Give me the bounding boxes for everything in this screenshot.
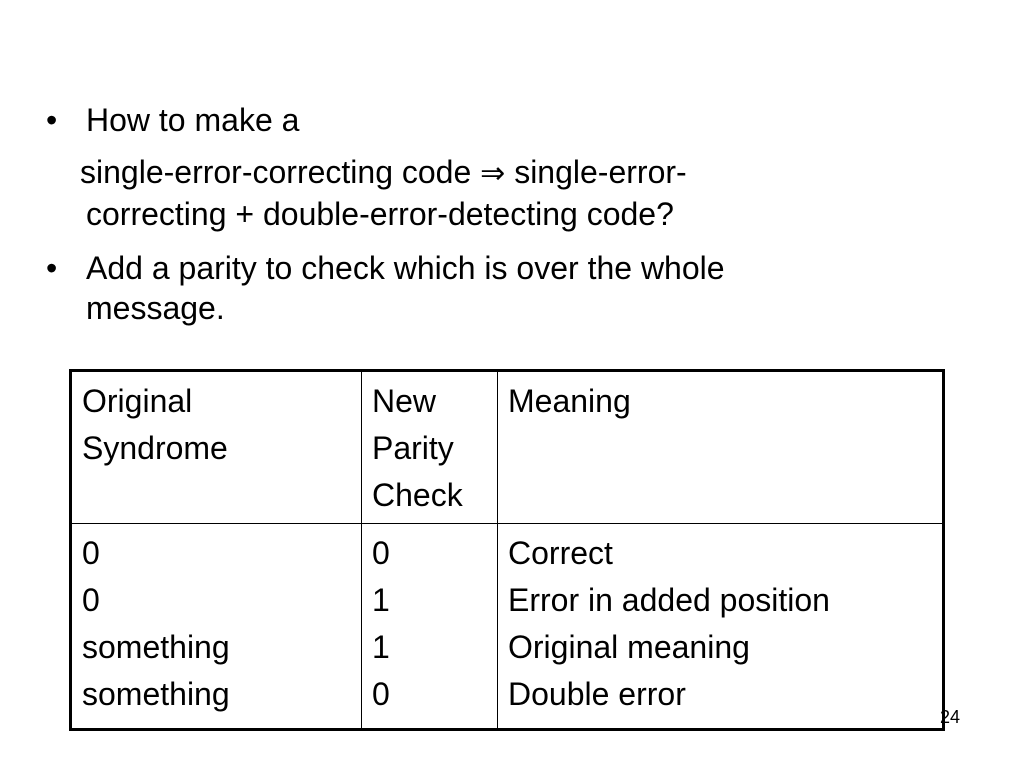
cell-value: 1: [372, 629, 390, 665]
meaning-cell: [498, 524, 944, 730]
header-meaning: [498, 371, 944, 524]
cell-value: something: [82, 676, 230, 712]
header-new-parity-check: [362, 371, 498, 524]
bullet-continuation-line: [86, 194, 886, 234]
header-original-syndrome: [71, 371, 362, 524]
cell-value: Double error: [508, 676, 686, 712]
header-line: Check: [372, 477, 463, 513]
continuation-text: correcting + double-error-detecting code?: [86, 196, 674, 232]
header-line: Syndrome: [82, 430, 228, 466]
bullet-line: Add a parity to check which is over the whole: [86, 250, 725, 286]
cell-value: Error in added position: [508, 582, 830, 618]
table-header-row: [71, 371, 944, 524]
syndrome-table: [69, 369, 945, 731]
cell-value: 1: [372, 582, 390, 618]
cell-value: 0: [372, 535, 390, 571]
page-number: 24: [940, 707, 961, 727]
header-line: Parity: [372, 430, 454, 466]
continuation-text: single-error-: [514, 154, 687, 190]
table-row: [71, 524, 944, 730]
header-line: Meaning: [508, 383, 631, 419]
cell-value: 0: [372, 676, 390, 712]
header-line: Original: [82, 383, 193, 419]
bullet-marker: •: [46, 102, 58, 138]
cell-value: 0: [82, 535, 100, 571]
bullet-text: [86, 248, 906, 328]
new-parity-check-cell: [362, 524, 498, 730]
bullet-continuation-line: [80, 152, 880, 194]
continuation-text: single-error-correcting code: [80, 154, 472, 190]
original-syndrome-cell: [71, 524, 362, 730]
header-line: New: [372, 383, 437, 419]
cell-value: Original meaning: [508, 629, 750, 665]
bullet-text: How to make a: [86, 102, 300, 138]
bullet-line: message.: [86, 290, 225, 326]
bullet-marker: •: [46, 250, 58, 286]
implies-arrow-icon: ⇒: [480, 156, 506, 191]
cell-value: Correct: [508, 535, 613, 571]
cell-value: 0: [82, 582, 100, 618]
cell-value: something: [82, 629, 230, 665]
